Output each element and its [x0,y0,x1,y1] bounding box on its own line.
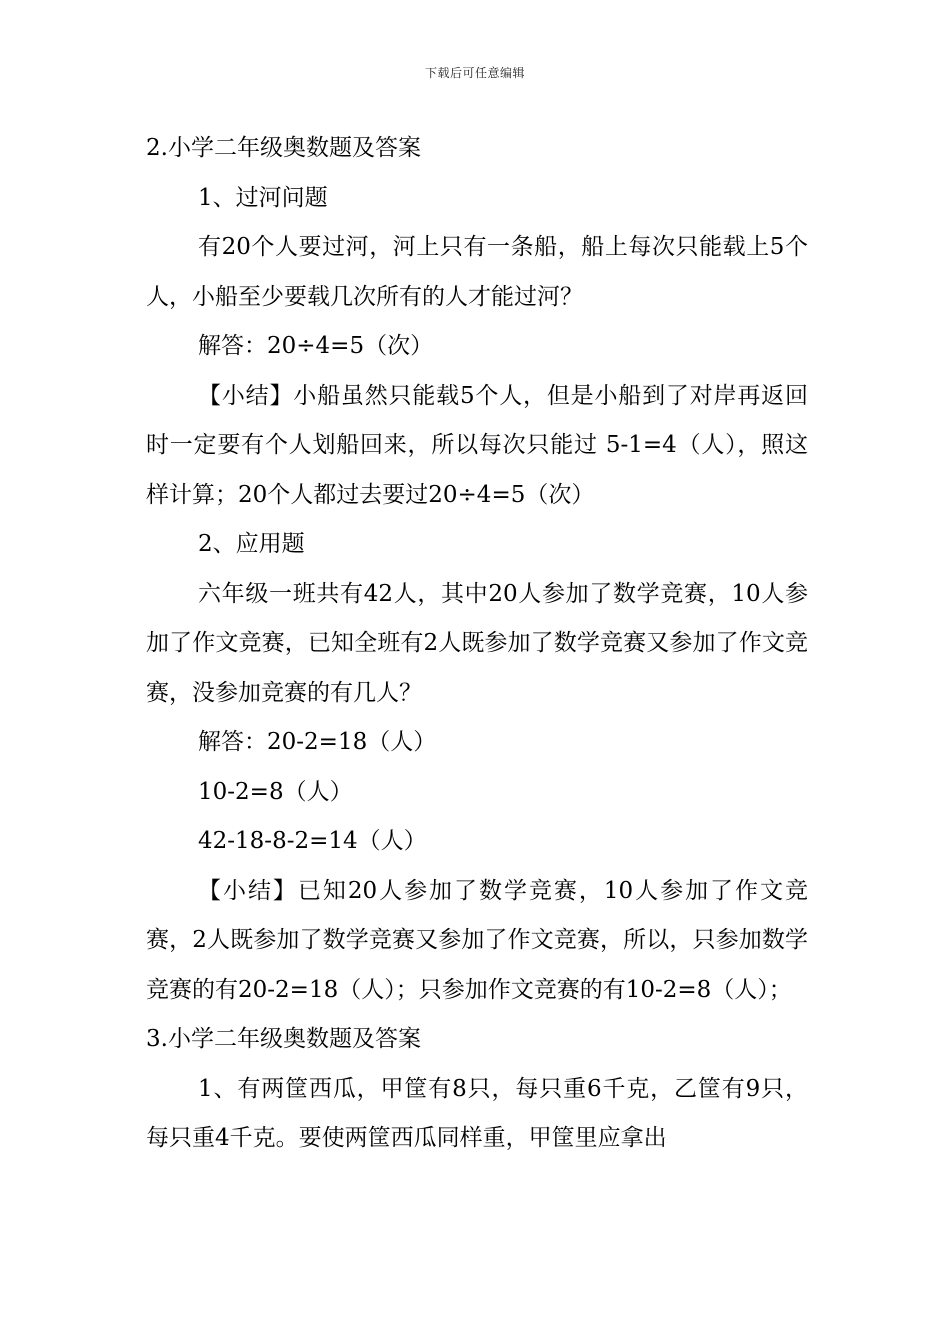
section-2-question-2-answer-line-3: 42-18-8-2=14（人） [198,828,427,854]
section-2-question-1-heading: 1、过河问题 [198,184,328,211]
section-3-title: 3.小学二年级奥数题及答案 [146,1026,421,1052]
section-2-question-2-answer-line-1: 解答：20-2=18（人） [198,729,437,755]
section-2-question-1-summary: 【小结】小船虽然只能载5个人，但是小船到了对岸再返回时一定要有个人划船回来，所以每次只能过 5-1=4（人），照这样计算；20个人都过去要过20÷4=5（次） [146,382,808,508]
document-body [146,124,808,1164]
section-2-question-2-answer-line-2: 10-2=8（人） [198,778,353,805]
section-2-question-2-text: 六年级一班共有42人，其中20人参加了数学竞赛，10人参加了作文竞赛，已知全班有2人既参加了数学竞赛又参加了作文竞赛，没参加竞赛的有几人？ [146,580,808,706]
section-2-question-1-text: 有20个人要过河，河上只有一条船，船上每次只能载上5个人，小船至少要载几次所有的人才能过河？ [146,234,808,310]
section-2-question-1-answer: 解答：20÷4=5（次） [198,333,434,359]
section-2-question-2-summary: 【小结】已知20人参加了数学竞赛，10人参加了作文竞赛，2人既参加了数学竞赛又参加了作文竞赛，所以，只参加数学竞赛的有20-2=18（人）；只参加作文竞赛的有10-2=8（人）； [146,877,808,1003]
section-2-title: 2.小学二年级奥数题及答案 [146,135,421,161]
download-note: 下载后可任意编辑 [424,66,525,80]
section-2-question-2-heading: 2、应用题 [198,531,305,557]
section-3-question-1-text: 1、有两筐西瓜，甲筐有8只，每只重6千克，乙筐有9只，每只重4千克。要使两筐西瓜同样重，甲筐里应拿出 [146,1075,808,1151]
